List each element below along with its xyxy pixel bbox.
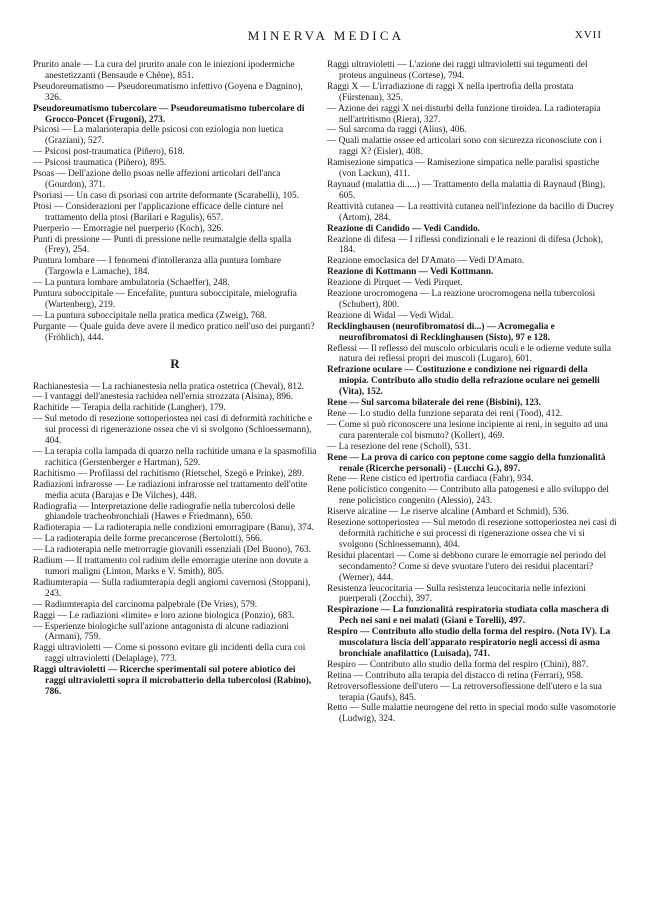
index-entry: — Come si può riconoscere una lesione incipiente ai reni, in seguito ad una cura parenterale col bismuto? (Kollert), 469. (327, 419, 608, 441)
index-entry: Reazione di difesa — I riflessi condizionali e le reazioni di difesa (Jchok), 184. (327, 234, 603, 256)
index-entry: Retroversoflessione dell'utero — La retroversoflessione dell'utero e la sua terapia (Gaufs), 845. (327, 681, 602, 703)
index-entry: Radiazioni infrarosse — Le radiazioni infrarosse nel trattamento dell'otite media acuta (Barajas e De Vilches), 448. (33, 479, 308, 501)
index-entry: Riserve alcaline — Le riserve alcaline (Ambard et Schmid), 536. (327, 507, 569, 518)
index-entry: Puntura lombare — I fenomeni d'intolleranza alla puntura lombare (Targowla e Lamache), 184. (33, 256, 281, 278)
index-entry: Reazione di Candido — Vedi Candido. (327, 223, 480, 234)
index-entry: Respiro — Contributo allo studio della forma del respiro. (Nota IV). La muscolatura liscia dell'apparato respiratorio negli accessi di asma bronchiale anafilattico (Luisada), 741. (327, 627, 611, 659)
index-entry: Rene — La prova di carico con peptone come saggio della funzionalità renale (Ricerche personali) - (Lucchi G.), 897. (327, 452, 606, 474)
index-entry: — Psicosi post-traumatica (Piñero), 618. (33, 147, 185, 158)
index-entry: — I vantaggi dell'anestesia rachidea nell'ernia strozzata (Alsina), 896. (33, 392, 293, 403)
index-entry: Rachitide — Terapia della rachitide (Langher), 179. (33, 403, 226, 414)
index-entry: Retto — Sulle malattie neurogene del retto in special modo sulle vasomotorie (Ludwig), 324. (327, 703, 616, 725)
index-entry: Respirazione — La funzionalità respiratoria studiata colla maschera di Pech nei sani e nei malati (Giani e Torelli), 497. (327, 605, 609, 627)
index-entry: Reazione emoclasica del D'Amato — Vedi D'Amato. (327, 256, 525, 267)
index-entry: Raggi X — L'irradiazione di raggi X nella ipertrofia della prostata (Fürstenau), 325. (327, 81, 574, 103)
index-entry: — Quali malattie ossee ed articolari sono con sicurezza riconosciute con i raggi X? (Eisler), 408. (327, 136, 602, 158)
index-entry: Puntura suboccipitale — Encefalite, puntura suboccipitale, mielografia (Wartenberg), 219. (33, 289, 297, 310)
index-entry: — Sul sarcoma da raggi (Alius), 406. (327, 125, 467, 136)
index-entry: Raynaud (malattia di.....) — Trattamento della malattia di Raynaud (Bing), 605. (327, 179, 606, 201)
index-entry: Pseudoreumatismo — Pseudoreumatismo infettivo (Goyena e Dagnino), 326. (33, 81, 303, 103)
index-entry: Punti di pressione — Punti di pressione nelle reumatalgie della spalla (Frey), 254. (33, 234, 292, 256)
index-entry: Prurito anale — La cura del prurito anale con le iniezioni ipodermiche anestetizzanti (Bensaude e Chêne), 851. (33, 60, 295, 81)
right-column (327, 60, 617, 725)
index-entry: — Radiumterapia del carcinoma palpebrale (De Vries), 579. (33, 599, 258, 610)
index-entry: Rene — Lo studio della funzione separata dei reni (Tood), 412. (327, 409, 563, 419)
index-entry: Rene — Sul sarcoma bilaterale dei rene (Bisbini), 123. (327, 398, 541, 409)
index-entry: Raggi ultravioletti — Come si possono evitare gli incidenti della cura coi raggi ultravioletti (Delaplage), 773. (33, 643, 306, 665)
index-entry: Resezione sottoperiostea — Sul metodo di resezione sottoperiostea nei casi di deformità rachitiche e sui processi di rigenerazione ossea che vi si svolgono (Schloessemann), 404. (327, 518, 617, 550)
index-entry: Puerperio — Emorragie nel puerperio (Koch), 326. (33, 223, 224, 234)
index-entry: — La puntura lombare ambulatoria (Schaeffer), 248. (33, 278, 230, 289)
index-entry: — Sul metodo di resezione sottoperiostea nei casi di deformità rachitiche e sui processi di rigenerazione ossea che vi si svolgono (Schloessemann), 404. (33, 414, 313, 447)
index-entry: Raggi ultravioletti — L'azione dei raggi ultravioletti sui tegumenti del proteus anguineus (Cortese), 794. (327, 60, 588, 81)
index-entry: — La puntura suboccipitale nella pratica medica (Zweig), 768. (33, 310, 267, 321)
section-letter-r: R (170, 355, 180, 371)
index-entry: Resistenza leucocitaria — Sulla resistenza leucocitaria nelle infezioni puerperali (Zocchi), 397. (327, 583, 586, 605)
index-entry: — La radioterapia nelle metrorragie giovanili essenziali (Del Buono), 763. (33, 545, 312, 556)
index-entry: Refrazione oculare — Costituzione e condizione nei riguardi della miopia. Contributo allo studio della refrazione oculare nei gemelli (Vita), 152. (327, 365, 600, 398)
index-entry: Reflessi — Il reflesso del muscolo orbicularis oculi e le odierne vedute sulla natura dei reflessi propri dei muscoli (Lugaro), 601. (327, 343, 611, 365)
index-entry: Raggi — Le radiazioni «limite» e loro azione biologica (Ponzio), 683. (33, 610, 295, 621)
index-entry: Pseudoreumatismo tubercolare — Pseudoreumatismo tubercolare di Grocco-Poncet (Frugoni), 273. (33, 103, 305, 125)
index-entry: Respiro — Contributo allo studio della forma del respiro (Chini), 887. (327, 659, 589, 670)
index-entry: Radium — Il trattamento col radium delle emorragie uterine non dovute a tumori maligni (Linton, Marks e V. Smith), 805. (33, 556, 308, 577)
running-header-title: MINERVA MEDICA (247, 28, 405, 43)
index-entry: Psicosi — La malarioterapia delle psicosi con eziologia non luetica (Graziani), 527. (33, 125, 284, 147)
index-entry: Rene policistico congenito — Contributo alla patogenesi e allo sviluppo del rene policistico congenito (Alessio), 243. (327, 485, 609, 507)
index-entry: Psoas — Dell'azione dello psoas nelle affezioni articolari dell'anca (Gourdon), 371. (33, 169, 281, 190)
index-entry: Reazione urocromogena — La reazione urocromogena nella tubercolosi (Schubert), 800. (327, 289, 596, 310)
index-group-p (33, 60, 317, 344)
left-column (33, 60, 317, 698)
index-entry: Rene — Rene cistico ed ipertrofia cardiaca (Fahr), 934. (327, 474, 534, 485)
index-group-r (33, 382, 317, 698)
index-entry: Purgante — Quale guida deve avere il medico pratico nell'uso dei purganti? (Fröhlich), 444. (33, 321, 315, 343)
index-entry: Radioterapia — La radioterapia nelle condizioni emorragipare (Banu), 374. (33, 523, 314, 534)
index-entry: — Azione dei raggi X nei disturbi della funzione tiroidea. La radioterapia nell'artritismo (Riera), 327. (327, 103, 601, 125)
index-entry: Recklinghausen (neurofibromatosi di...) — Acromegalia e neurofibromatosi di Recklinghausen (Sisto), 97 e 128. (327, 321, 555, 343)
index-entry: Ptosi — Considerazioni per l'applicazione efficace delle cinture nel trattamento della ptosi (Barilari e Ragulis), 657. (33, 201, 284, 223)
index-entry: Reazione di Pirquet — Vedi Pirquet. (327, 278, 463, 289)
index-group-r-continued (327, 60, 617, 725)
index-entry: Radiografia — Interpretazione delle radiografie nella tubercolosi delle ghiandole tracheobronchiali (Hawes e Friedmann), 650. (33, 501, 296, 523)
index-entry: — La terapia colla lampada di quarzo nella rachitide umana e la spasmofilia rachitica (Gerstenberger e Hartman), 529. (33, 447, 317, 468)
index-entry: Psoriasi — Un caso di psoriasi con artrite deformante (Scarabelli), 105. (33, 190, 299, 201)
index-entry: Ramisezione simpatica — Ramisezione simpatica nelle paralisi spastiche (von Lackun), 411. (327, 158, 600, 180)
index-entry: Raggi ultravioletti — Ricerche sperimentali sul potere abiotico dei raggi ultravioletti sopra il microbatterio della tubercolosi (Rabino), 786. (33, 665, 312, 697)
index-entry: Rachitismo — Profilassi del rachitismo (Rietschel, Szegö e Prinke), 289. (33, 468, 305, 479)
index-entry: Radiumterapia — Sulla radiumterapia degli angiomi cavernosi (Stoppani), 243. (33, 577, 311, 599)
index-entry: Reazione di Kottmann — Vedi Kottmann. (327, 267, 494, 278)
index-entry: Reazione di Widal — Vedi Widal. (327, 310, 454, 321)
index-entry: — La radioterapia delle forme precancerose (Bertolotti), 566. (33, 534, 262, 545)
page-number: XVII (574, 29, 602, 41)
index-entry: Reattività cutanea — La reattività cutanea nell'infezione da bacillo di Ducrey (Artom), 284. (327, 201, 615, 223)
index-entry: Residui placentari — Come si debbono curare le emorragie nel periodo del secondamento? Come si deve svuotare l'utero dei residui placentari? (Werner), 444. (327, 550, 607, 583)
index-entry: Retina — Contributo alla terapia del distacco di retina (Ferrari), 958. (327, 670, 584, 681)
index-entry: — Psicosi traumatica (Piñero), 895. (33, 158, 167, 169)
index-entry: — La resezione del rene (Scholl), 531. (327, 441, 472, 452)
index-entry: — Esperienze biologiche sull'azione antagonista di alcune radiazioni (Armani), 759. (33, 621, 289, 643)
index-entry: Rachianestesia — La rachianestesia nella pratica ostetrica (Cheval), 812. (33, 381, 305, 392)
